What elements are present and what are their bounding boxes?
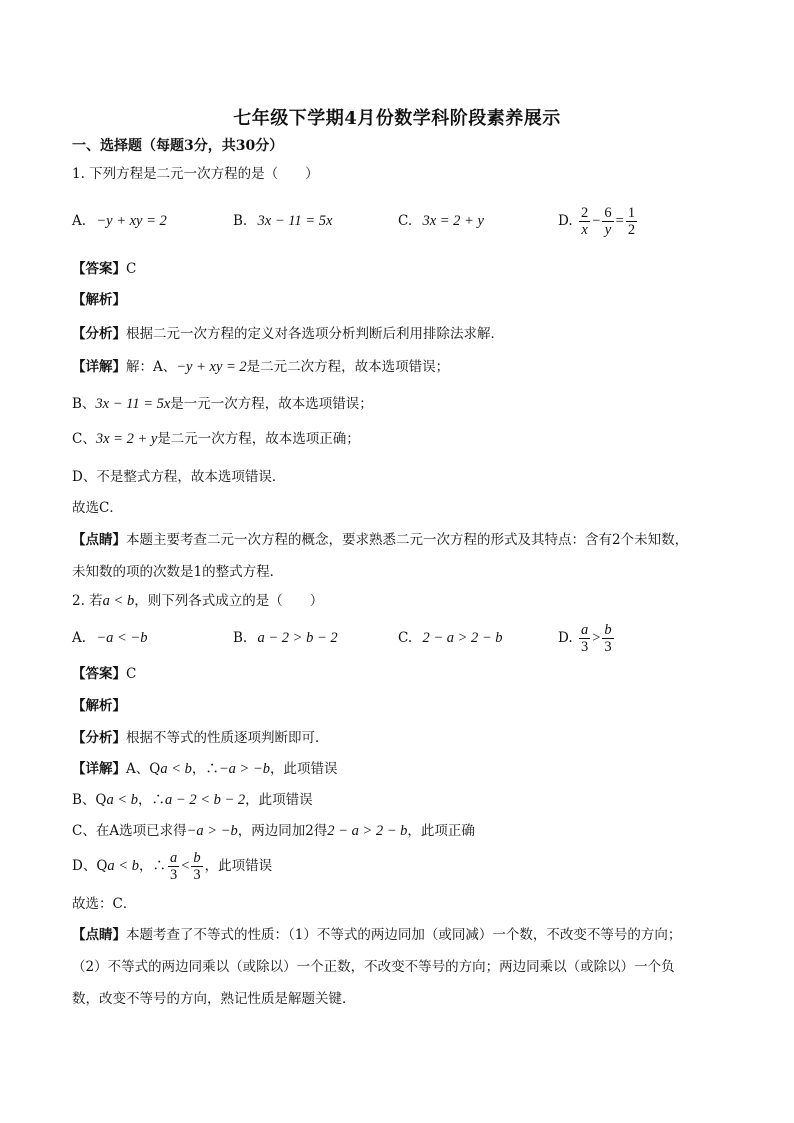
q1-option-d: D. $\frac{2}{x}$ − $\frac{6}{y}$ = $\frac{1}{2}$ [558,205,636,238]
q2-stem: 2. 若a < b，则下列各式成立的是（ ） [72,593,324,609]
q1-option-b [233,212,332,230]
option-letter: C. [398,213,413,229]
option-math: 2 − a > 2 − b [422,630,503,646]
option-letter: D. [558,630,573,646]
q2-option-d: D. $\frac{a}{3}$ > $\frac{b}{3}$ [558,622,612,655]
page-title: 七年级下学期4月份数学科阶段素养展示 [233,108,561,129]
option-letter: A. [72,213,87,229]
option-letter: D. [558,213,573,229]
q1-dianjing-1: 【点睛】本题主要考查二元一次方程的概念，要求熟悉二元一次方程的形式及其特点：含有2个未知数， [72,532,689,548]
q1-choice: 故选C． [72,500,123,516]
option-letter: B. [233,630,248,646]
q2-dianjing-2: （2）不等式的两边同乘以（或除以）一个正数，不改变不等号的方向；两边同乘以（或除以）一个负 [72,959,675,975]
option-letter: A. [72,630,87,646]
option-math: 3x = 2 + y [422,213,484,229]
q2-detail-a: 【详解】A、Qa < b，∴−a > −b，此项错误 [72,761,338,777]
q1-dianjing-2: 未知数的项的次数是1的整式方程． [72,564,284,580]
fraction: $\frac{a}{3}$ [169,850,178,883]
fraction: $\frac{1}{2}$ [627,205,636,238]
q1-option-a [72,212,167,230]
q1-analysis-label: 【解析】 [72,292,126,308]
q1-detail-a: 【详解】解：A、−y + xy = 2是二元二次方程，故本选项错误； [72,359,450,375]
q2-fenxi: 【分析】根据不等式的性质逐项判断即可． [72,730,329,746]
option-letter: C. [398,630,413,646]
q2-analysis-label: 【解析】 [72,698,126,714]
q2-choice: 故选：C． [72,896,137,912]
q2-option-b [233,629,338,647]
q1-option-c [398,212,484,230]
section-heading: 一、选择题（每题3分，共30分） [72,138,284,154]
q2-option-c [398,629,503,647]
q2-detail-c: C、在A选项已求得−a > −b，两边同加2得2 − a > 2 − b，此项正确 [72,823,475,839]
option-math: 3x − 11 = 5x [257,213,333,229]
q2-option-a [72,629,147,647]
fraction: $\frac{b}{3}$ [193,850,201,883]
q2-detail-b: B、Qa < b，∴a − 2 < b − 2，此项错误 [72,792,313,808]
q1-fenxi: 【分析】根据二元一次方程的定义对各选项分析判断后利用排除法求解． [72,326,504,342]
option-math: a − 2 > b − 2 [257,630,338,646]
fraction: $\frac{a}{3}$ [580,622,589,655]
fraction: $\frac{2}{x}$ [580,205,589,238]
q1-detail-d: D、不是整式方程，故本选项错误． [72,469,286,485]
q1-detail-b: B、3x − 11 = 5x是一元一次方程，故本选项错误； [72,396,373,412]
option-math: −y + xy = 2 [96,213,167,229]
fraction: $\frac{b}{3}$ [604,622,612,655]
q2-answer: 【答案】C [72,666,137,682]
q1-detail-c: C、3x = 2 + y是二元一次方程，故本选项正确； [72,431,360,447]
q1-answer: 【答案】C [72,261,137,277]
option-math: −a < −b [96,630,148,646]
option-letter: B. [233,213,248,229]
q2-detail-d: D、Qa < b，∴ $\frac{a}{3}$ < $\frac{b}{3}$ ，此项错误 [72,850,273,883]
q2-dianjing-1: 【点睛】本题考查了不等式的性质：（1）不等式的两边同加（或同减）一个数，不改变不等号的方向； [72,927,682,943]
q1-stem: 1. 下列方程是二元一次方程的是（ ） [72,166,319,182]
q2-dianjing-3: 数，改变不等号的方向，熟记性质是解题关键． [72,991,356,1007]
fraction: $\frac{6}{y}$ [604,205,612,238]
